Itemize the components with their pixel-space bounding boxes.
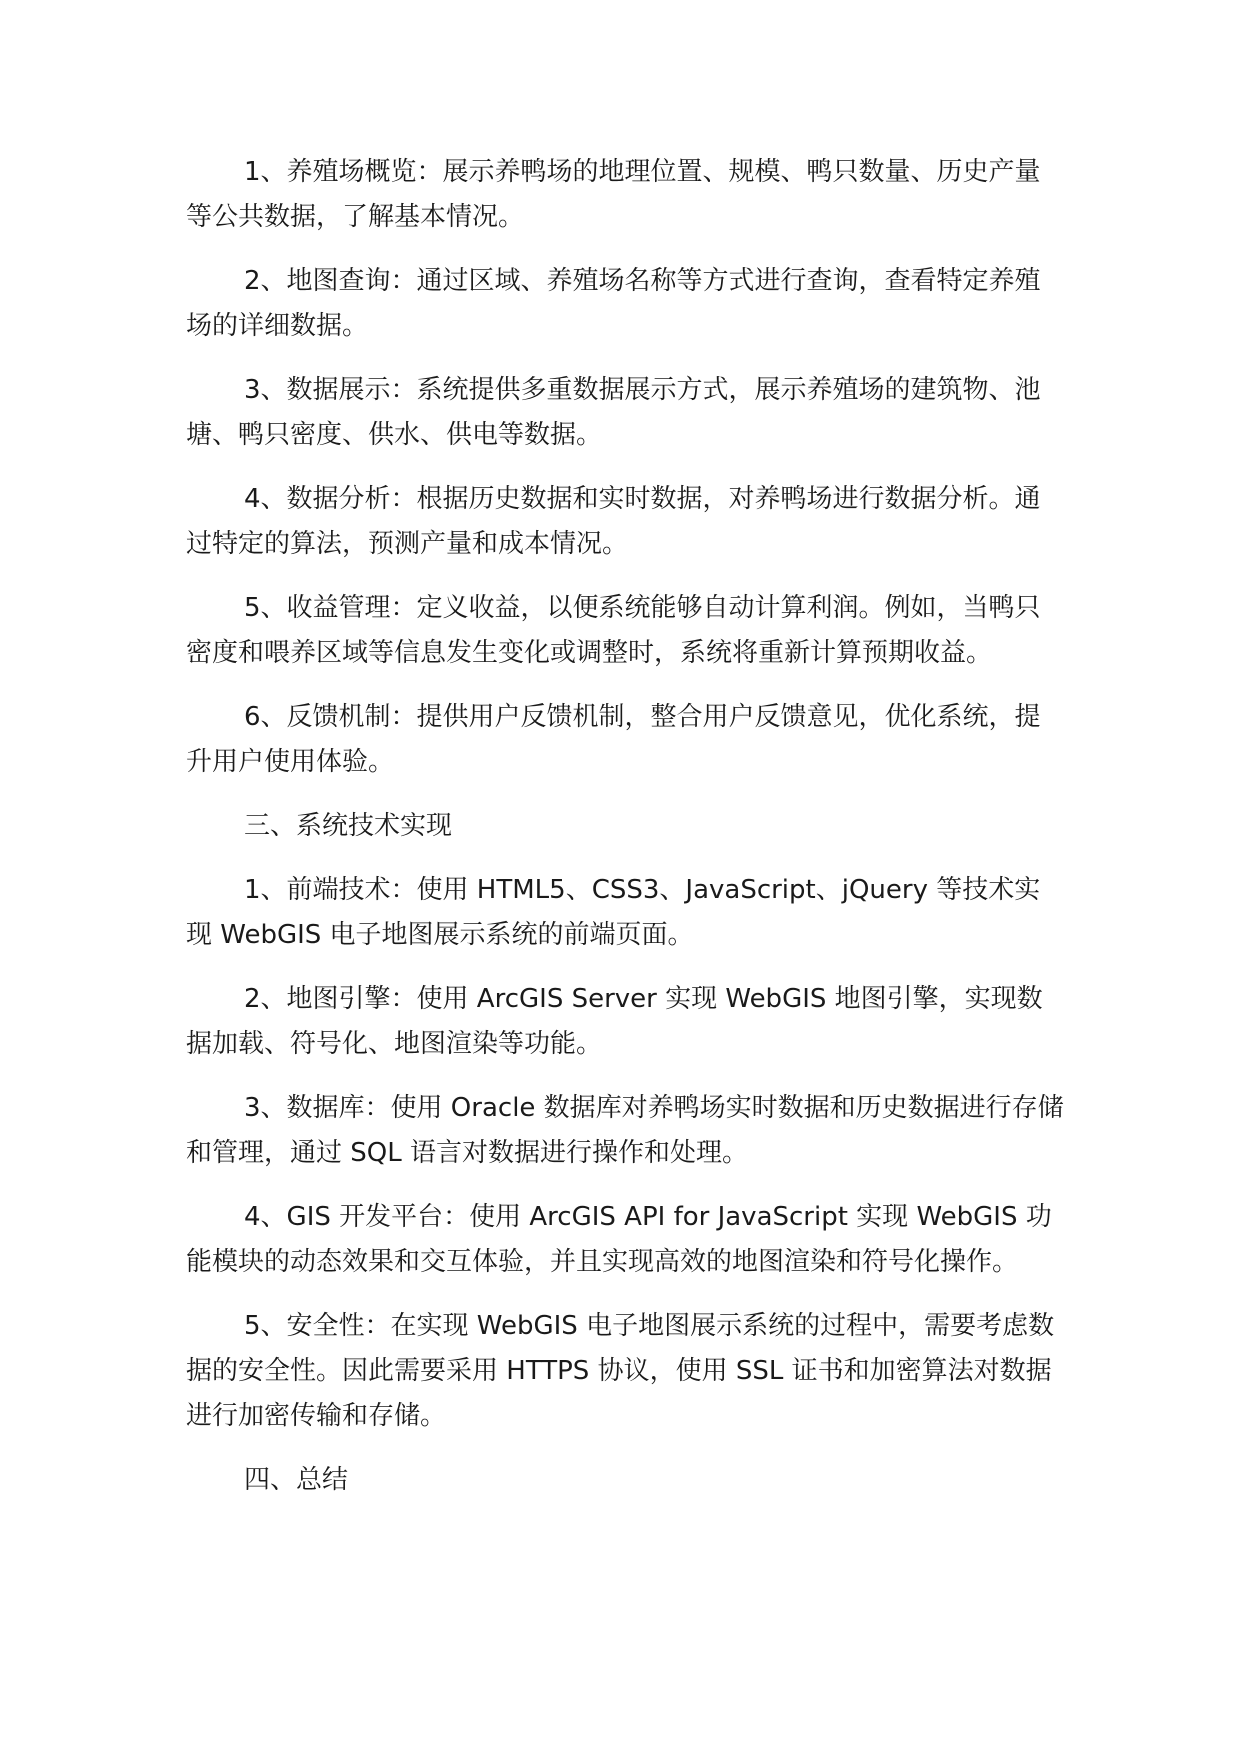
- section-4-heading: 四、总结: [244, 1465, 349, 1495]
- tech-gis-platform-paragraph: 4、GIS 开发平台：使用 ArcGIS API for JavaScript 实现 WebGIS 功能模块的动态效果和交互体验，并且实现高效的地图渲染和符号化操作。: [186, 1202, 1052, 1277]
- feature-revenue-management-paragraph: 5、收益管理：定义收益，以便系统能够自动计算利润。例如，当鸭只密度和喂养区域等信息发生变化或调整时，系统将重新计算预期收益。: [186, 593, 1041, 668]
- feature-data-display-paragraph: 3、数据展示：系统提供多重数据展示方式，展示养殖场的建筑物、池塘、鸭只密度、供水、供电等数据。: [186, 375, 1041, 450]
- tech-map-engine-paragraph: 2、地图引擎：使用 ArcGIS Server 实现 WebGIS 地图引擎，实现数据加载、符号化、地图渲染等功能。: [186, 984, 1043, 1059]
- feature-feedback-paragraph: 6、反馈机制：提供用户反馈机制，整合用户反馈意见，优化系统，提升用户使用体验。: [186, 702, 1041, 777]
- tech-database-paragraph: 3、数据库：使用 Oracle 数据库对养鸭场实时数据和历史数据进行存储和管理，通过 SQL 语言对数据进行操作和处理。: [186, 1093, 1064, 1168]
- tech-security-paragraph: 5、安全性：在实现 WebGIS 电子地图展示系统的过程中，需要考虑数据的安全性。因此需要采用 HTTPS 协议，使用 SSL 证书和加密算法对数据进行加密传输和存储。: [186, 1311, 1055, 1431]
- tech-frontend-paragraph: 1、前端技术：使用 HTML5、CSS3、JavaScript、jQuery 等技术实现 WebGIS 电子地图展示系统的前端页面。: [186, 875, 1041, 950]
- section-3-heading: 三、系统技术实现: [244, 811, 453, 841]
- feature-data-analysis-paragraph: 4、数据分析：根据历史数据和实时数据，对养鸭场进行数据分析。通过特定的算法，预测产量和成本情况。: [186, 484, 1041, 559]
- document-body: [186, 150, 1066, 1522]
- feature-overview-paragraph: 1、养殖场概览：展示养鸭场的地理位置、规模、鸭只数量、历史产量等公共数据，了解基本情况。: [186, 157, 1041, 232]
- feature-map-query-paragraph: 2、地图查询：通过区域、养殖场名称等方式进行查询，查看特定养殖场的详细数据。: [186, 266, 1041, 341]
